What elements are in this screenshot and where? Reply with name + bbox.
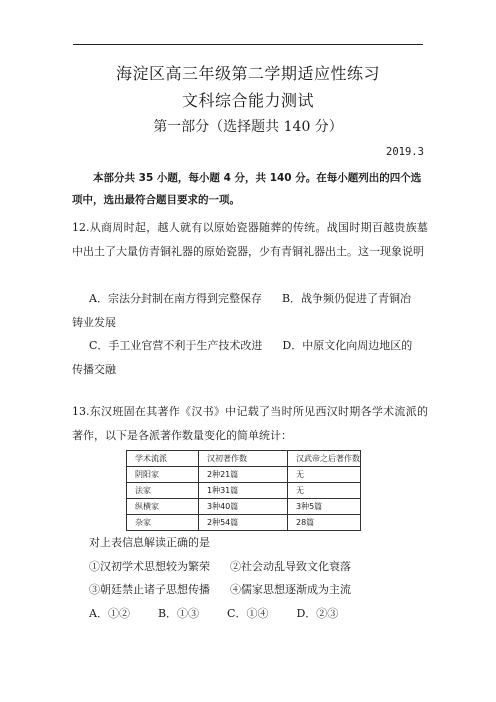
option-d: D．②③: [296, 606, 339, 620]
statement-4: ④儒家思想逐渐成为主流: [230, 583, 351, 596]
options-row-cd: [72, 334, 428, 358]
header-rule: [73, 44, 423, 45]
table-cell: 阴阳家: [127, 467, 199, 483]
option-b: B．战争频仍促进了青铜冶: [281, 292, 412, 305]
statements-row-1: [72, 555, 428, 579]
option-a: A．宗法分封制在南方得到完整保存: [89, 292, 262, 305]
option-d-continued: 传播交融: [72, 362, 116, 376]
table-cell: 28篇: [288, 515, 361, 531]
instructions: 本部分共 35 小题，每小题 4 分，共 140 分。在每小题列出的四个选项中，选出最符合题目要求的一项。: [72, 172, 422, 206]
statement-2: ②社会动乱导致文化衰落: [230, 559, 351, 573]
statement-3: ③朝廷禁止诸子思想传播: [89, 583, 210, 596]
table-header-row: [127, 451, 361, 467]
option-b-continued: 铸业发展: [72, 315, 116, 329]
schools-works-table: [126, 450, 361, 531]
table-header: 汉武帝之后著作数: [288, 451, 361, 467]
table-cell: 3种5篇: [288, 499, 361, 515]
question-13-stem: 13.东汉班固在其著作《汉书》中记载了当时所见西汉时期各学术流派的著作，以下是各派著作数量变化的简单统计：: [72, 405, 428, 442]
table-cell: 纵横家: [127, 499, 199, 515]
exam-date: 2019.3: [386, 146, 424, 158]
table-cell: 2种21篇: [199, 467, 288, 483]
table-cell: 无: [288, 483, 361, 499]
option-c: C．①④: [227, 606, 269, 620]
table-cell: 1种31篇: [199, 483, 288, 499]
question-12-options: [72, 287, 428, 381]
option-a: A．①②: [89, 606, 130, 620]
table-cell: 无: [288, 467, 361, 483]
table-cell: 法家: [127, 483, 199, 499]
option-b: B．①③: [157, 606, 200, 620]
exam-title: 海淀区高三年级第二学期适应性练习: [115, 64, 380, 83]
question-13-prompt: 对上表信息解读正确的是: [89, 536, 210, 549]
table-header: 学术流派: [127, 451, 199, 467]
table-row: [127, 467, 361, 483]
option-d: D．中原文化向周边地区的: [282, 339, 413, 352]
question-13-choices: [72, 602, 428, 626]
options-row-ab: [72, 287, 428, 311]
statement-1: ①汉初学术思想较为繁荣: [89, 559, 210, 573]
table-row: [127, 515, 361, 531]
question-13-body: [72, 531, 428, 625]
table-cell: 杂家: [127, 515, 199, 531]
table-row: [127, 499, 361, 515]
table-cell: 2种54篇: [199, 515, 288, 531]
table-row: [127, 483, 361, 499]
section-heading: 第一部分（选择题共 140 分）: [153, 119, 343, 135]
exam-subtitle: 文科综合能力测试: [181, 91, 314, 110]
statements-row-2: [72, 578, 428, 602]
table-cell: 3种40篇: [199, 499, 288, 515]
option-c: C．手工业官营不利于生产技术改进: [89, 339, 263, 352]
question-12-stem: 12.从商周时起，越人就有以原始瓷器随葬的传统。战国时期百越贵族墓中出土了大量仿青铜礼器的原始瓷器，少有青铜礼器出土。这一现象说明: [72, 221, 428, 258]
table-header: 汉初著作数: [199, 451, 288, 467]
